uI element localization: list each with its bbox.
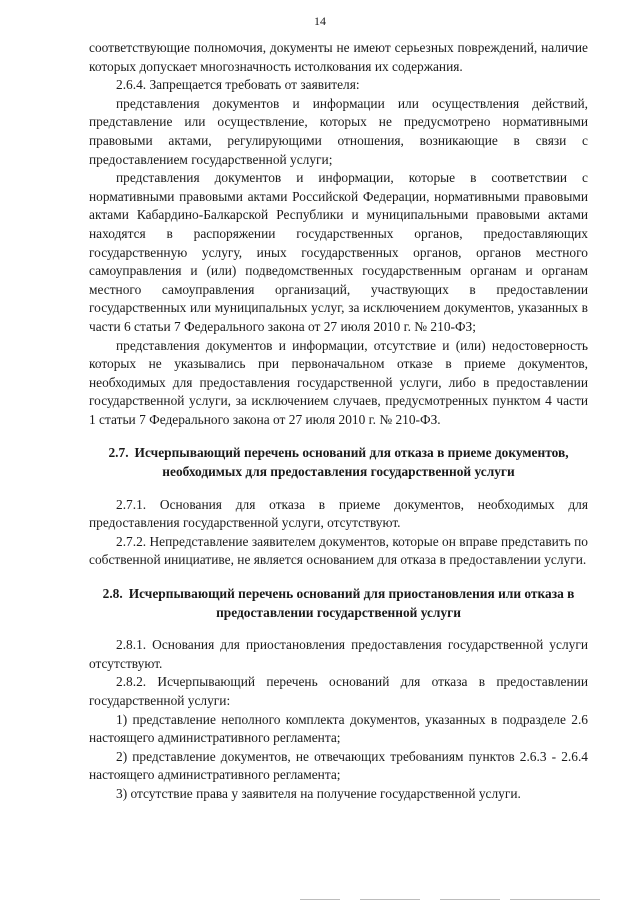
paragraph-continuation: соответствующие полномочия, документы не имеют серьезных повреждений, наличие которых допускает многозначность истолкования их содержания.: [89, 40, 588, 74]
list-item: 3) отсутствие права у заявителя на получение государственной услуги.: [116, 785, 521, 801]
list-item: 1) представление неполного комплекта документов, указанных в подразделе 2.6 настоящего административного регламента;: [89, 711, 588, 746]
paragraph-2-6-4: 2.6.4. Запрещается требовать от заявителя:: [116, 77, 360, 93]
page-number: 14: [314, 14, 326, 28]
paragraph-prohibition-1: представления документов и информации или осуществления действий, представление или осуществление, которых не предусмотрено нормативными правовыми актами, регулирующими отношения, возникающие в связи с предоставлением государственной услуги;: [89, 95, 588, 167]
paragraph-2-7-2: 2.7.2. Непредставление заявителем документов, которые он вправе представить по собственной инициативе, не является основанием для отказа в предоставлении услуги.: [89, 533, 588, 568]
document-body: [89, 39, 588, 804]
section-heading-2-8: [89, 585, 588, 622]
paragraph-prohibition-2: представления документов и информации, которые в соответствии с нормативными правовыми актами Российской Федерации, нормативными правовыми актами Кабардино-Балкарской Республики и муниципальными правовыми актами находятся в распоряжении государственных органов, предоставляющих государственную услугу, иных государственных органов, органов местного самоуправления и (или) подведомственных государственным органам и органам местного самоуправления организаций, участвующих в предоставлении государственных или муниципальных услуг, за исключением документов, указанных в части 6 статьи 7 Федерального закона от 27 июля 2010 г. № 210-ФЗ;: [89, 170, 588, 334]
section-number-2-7: 2.7.: [108, 445, 129, 461]
section-heading-2-7: [89, 444, 588, 481]
paragraph-prohibition-3: представления документов и информации, отсутствие и (или) недостоверность которых не указывались при первоначальном отказе в приеме документов, необходимых для предоставления государственной услуги, либо в предоставлении государственной услуги, за исключением случаев, предусмотренных пунктом 4 части 1 статьи 7 Федерального закона от 27 июля 2010 г. № 210-ФЗ.: [89, 337, 588, 427]
section-title-2-8: Исчерпывающий перечень оснований для приостановления или отказа в предоставлении государственной услуги: [128, 586, 575, 620]
scan-bottom-edge: [0, 895, 640, 905]
paragraph-2-7-1: 2.7.1. Основания для отказа в приеме документов, необходимых для предоставления государственной услуги, отсутствуют.: [89, 496, 588, 531]
list-item: 2) представление документов, не отвечающих требованиям пунктов 2.6.3 - 2.6.4 настоящего административного регламента;: [89, 748, 588, 783]
paragraph-2-8-1: 2.8.1. Основания для приостановления предоставления государственной услуги отсутствуют.: [89, 637, 588, 671]
section-number-2-8: 2.8.: [102, 586, 123, 602]
section-title-2-7: Исчерпывающий перечень оснований для отказа в приеме документов, необходимых для предоставления государственной услуги: [134, 445, 569, 480]
paragraph-2-8-2: 2.8.2. Исчерпывающий перечень оснований для отказа в предоставлении государственной услуги:: [89, 674, 588, 708]
